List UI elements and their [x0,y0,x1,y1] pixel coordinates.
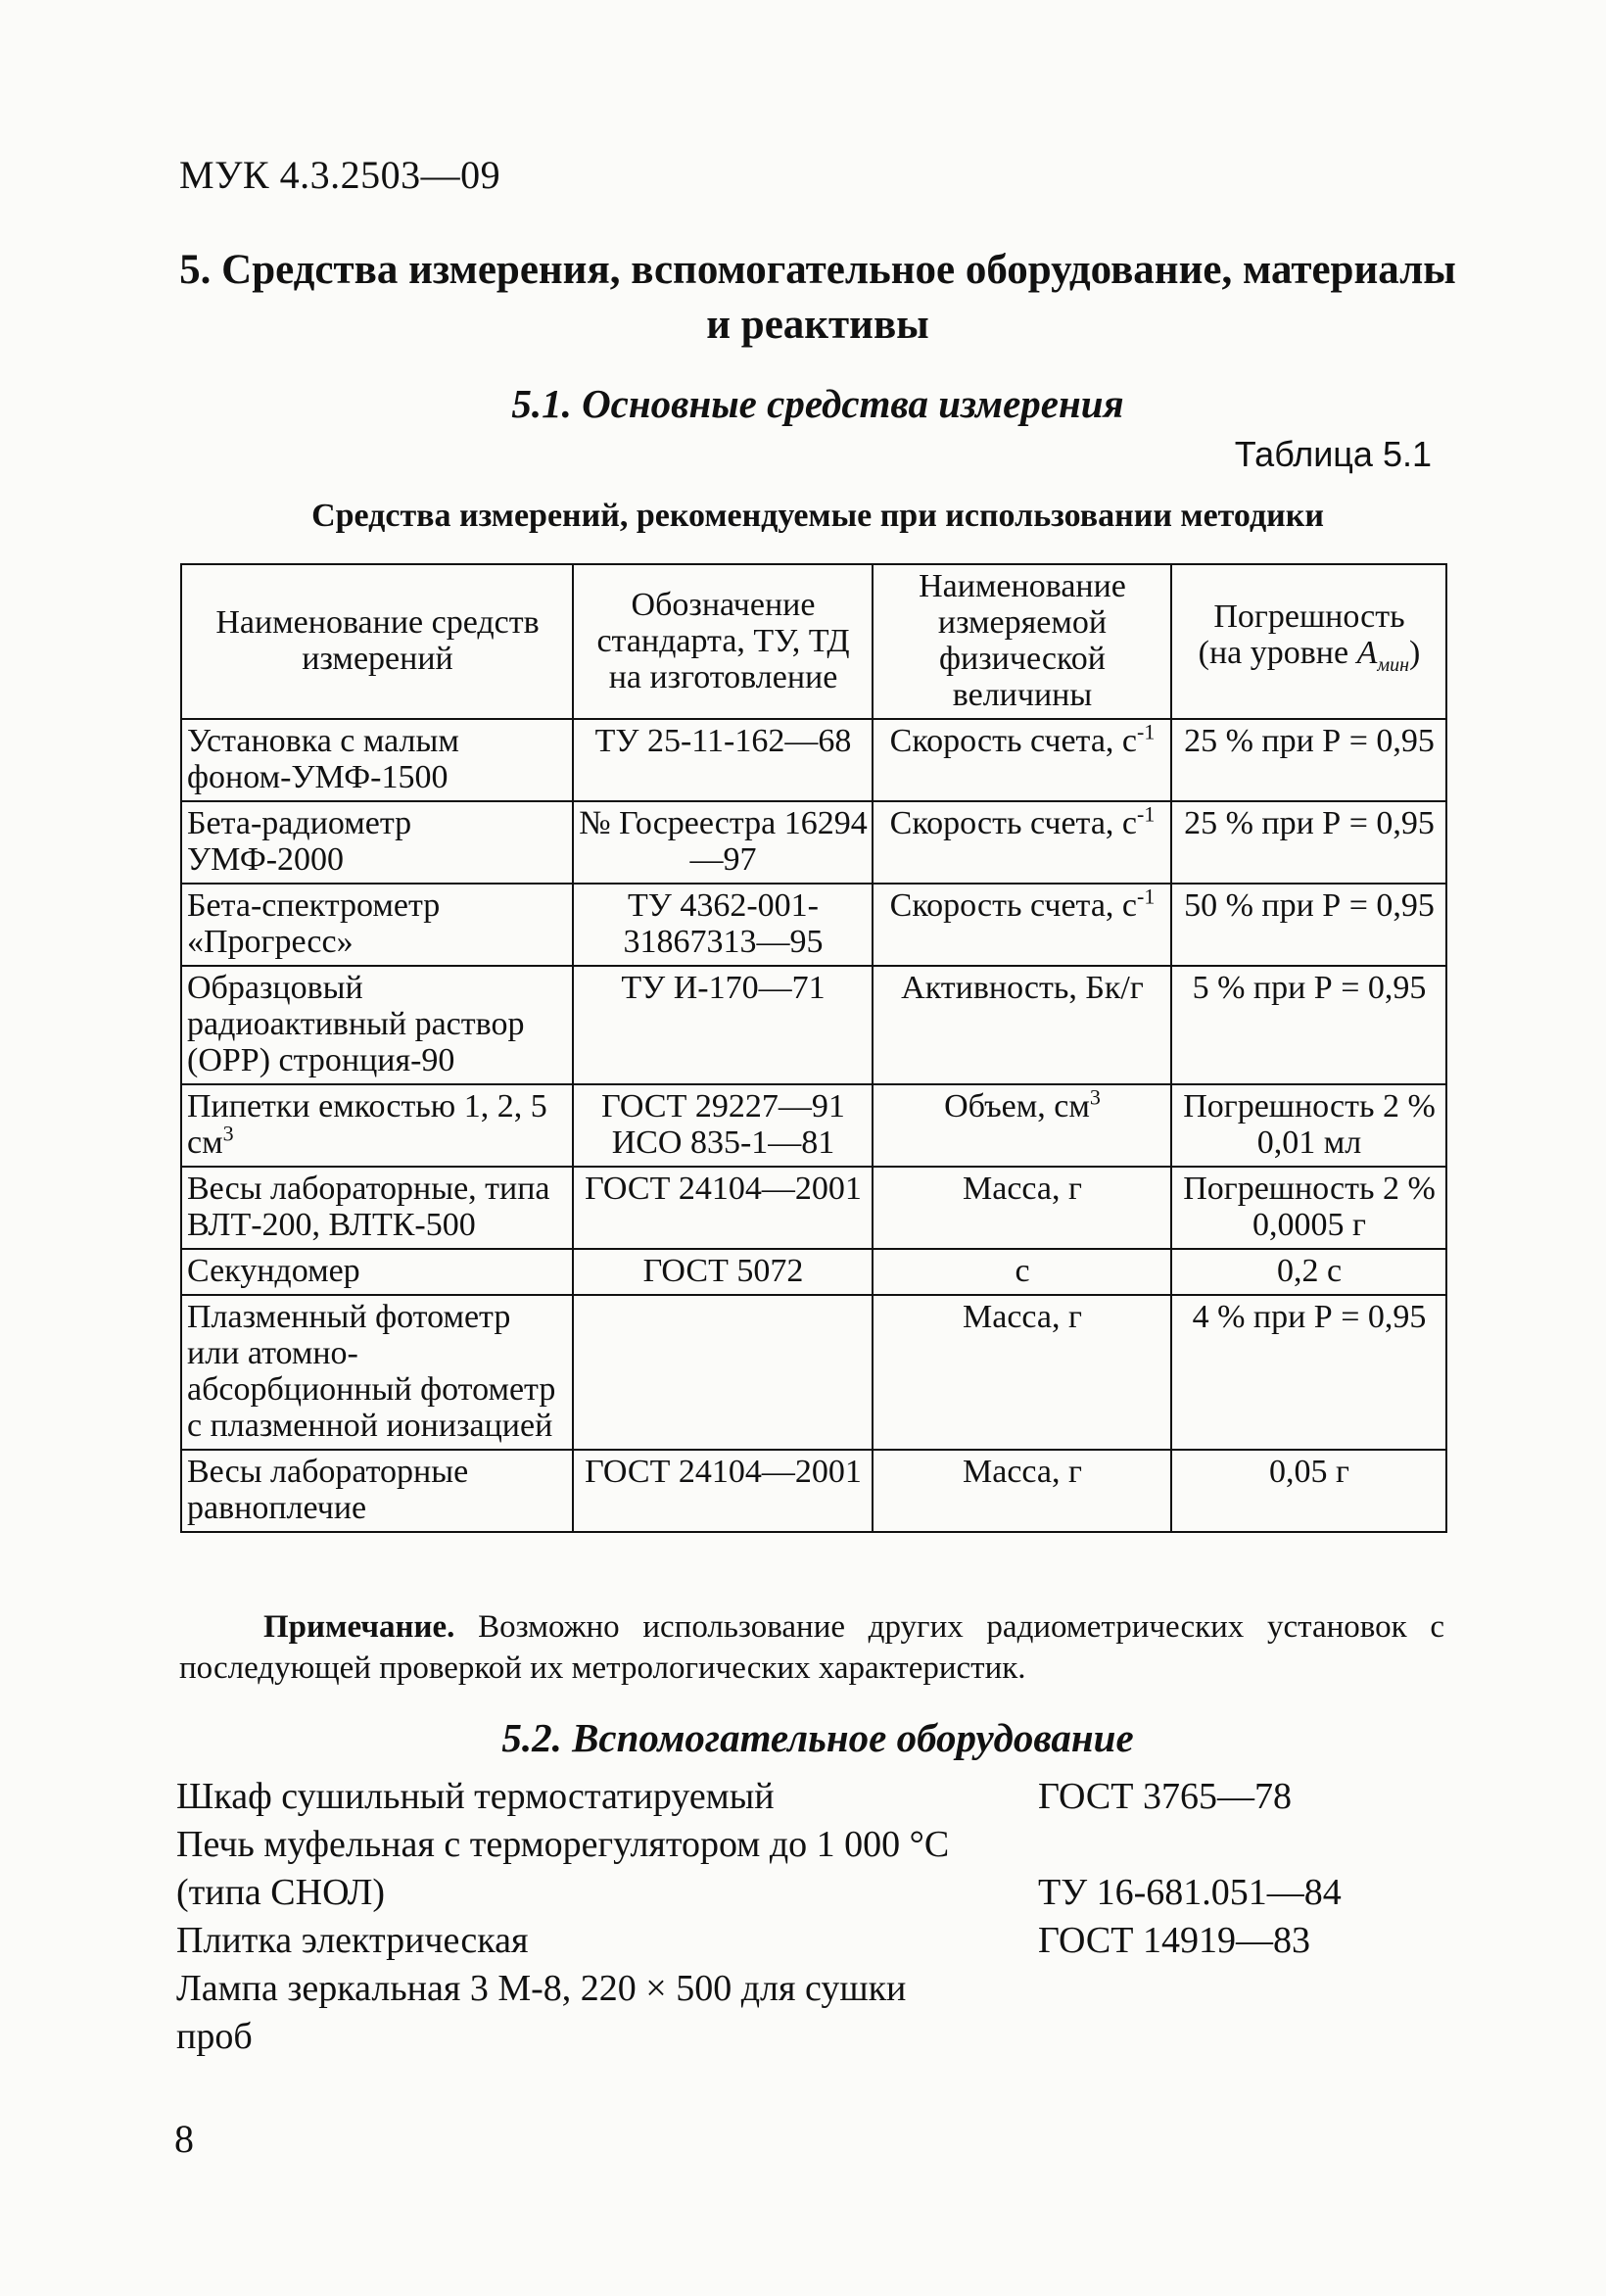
cell-name: Бета-радиометр УМФ-2000 [181,801,573,884]
section-title: 5. Средства измерения, вспомогательное оборудование, материалы и реактивы [179,247,1456,348]
cell-standard: ГОСТ 24104—2001 [573,1450,873,1532]
cell-quantity: Объем, $см^3$ [873,1084,1171,1167]
table-header-row [181,564,1446,719]
table-row [181,719,1446,801]
cell-error: 25 % при Р = 0,95 [1171,719,1446,801]
cell-standard: ГОСТ 29227—91 ИСО 835-1—81 [573,1084,873,1167]
header-error-title: Погрешность [1213,598,1405,635]
document-code: МУК 4.3.2503—09 [179,153,501,197]
equipment-code: ГОСТ 14919—83 [1038,1920,1310,1961]
cell-name: Весы лабораторные, типа ВЛТ-200, ВЛТК-500 [181,1167,573,1249]
cell-error: 50 % при Р = 0,95 [1171,884,1446,966]
cell-error: 4 % при Р = 0,95 [1171,1295,1446,1450]
cell-standard: ТУ 4362-001-31867313—95 [573,884,873,966]
header-error-level: (на уровне $A_{мин}$) [1198,634,1421,676]
list-item [176,1821,1469,1917]
table-row [181,966,1446,1084]
list-item [176,1917,1469,1965]
table-row [181,884,1446,966]
table-row [181,1450,1446,1532]
cell-error: 5 % при Р = 0,95 [1171,966,1446,1084]
cell-name: Образцовый радиоактивный раствор (ОРР) стронция-90 [181,966,573,1084]
cell-standard: ГОСТ 24104—2001 [573,1167,873,1249]
cell-name: Пипетки емкостью 1, 2, 5 $см^3$ [181,1084,573,1167]
table-number: Таблица 5.1 [1234,434,1432,474]
cell-quantity: с [873,1249,1171,1295]
cell-quantity: Масса, г [873,1295,1171,1450]
table-row [181,1295,1446,1450]
list-item [176,1965,1469,2061]
cell-name: Установка с малым фоном-УМФ-1500 [181,719,573,801]
header-error [1171,564,1446,719]
cell-standard: № Госреестра 16294—97 [573,801,873,884]
cell-standard: ТУ И-170—71 [573,966,873,1084]
equipment-code: ТУ 16-681.051—84 [1038,1872,1342,1913]
equipment-name: Плитка электрическая [176,1920,529,1961]
cell-quantity: Масса, г [873,1167,1171,1249]
cell-name: Секундомер [181,1249,573,1295]
header-standard: Обозначение стандарта, ТУ, ТД на изготовление [573,564,873,719]
cell-quantity: Скорость счета, $с^{-1}$ [873,719,1171,801]
equipment-code: ГОСТ 3765—78 [1038,1776,1292,1817]
note-text: Возможно использование других радиометрических установок с последующей проверкой их метрологических характеристик. [179,1609,1444,1686]
note-label: Примечание. [263,1609,455,1645]
cell-name: Весы лабораторные равноплечие [181,1450,573,1532]
cell-error: 25 % при Р = 0,95 [1171,801,1446,884]
page-number: 8 [174,2117,194,2161]
cell-name: Плазменный фотометр или атомно-абсорбционный фотометр с плазменной ионизацией [181,1295,573,1450]
cell-quantity: Скорость счета, $с^{-1}$ [873,884,1171,966]
cell-error: Погрешность 2 % 0,0005 г [1171,1167,1446,1249]
cell-standard: ТУ 25-11-162—68 [573,719,873,801]
table-row [181,1249,1446,1295]
cell-error: 0,2 с [1171,1249,1446,1295]
equipment-name: Шкаф сушильный термостатируемый [176,1776,775,1817]
table-row [181,1167,1446,1249]
table-row [181,801,1446,884]
subsection-title-auxiliary-equipment: 5.2. Вспомогательное оборудование [501,1715,1134,1760]
subsection-title-main-measuring-instruments: 5.1. Основные средства измерения [511,381,1124,426]
cell-quantity: Активность, Бк/г [873,966,1171,1084]
auxiliary-equipment-list [176,1773,1469,2061]
cell-quantity: Масса, г [873,1450,1171,1532]
list-item [176,1773,1469,1821]
cell-standard [573,1295,873,1450]
equipment-name: Лампа зеркальная 3 М-8, 220 × 500 для сушки проб [176,1968,907,2057]
equipment-name: Печь муфельная с терморегулятором до 1 000 °С (типа СНОЛ) [176,1824,950,1913]
cell-name: Бета-спектрометр «Прогресс» [181,884,573,966]
table-note [179,1606,1444,1689]
cell-error: Погрешность 2 % 0,01 мл [1171,1084,1446,1167]
measuring-instruments-table [180,563,1447,1533]
header-quantity: Наименование измеряемой физической величины [873,564,1171,719]
cell-error: 0,05 г [1171,1450,1446,1532]
header-name: Наименование средств измерений [181,564,573,719]
cell-standard: ГОСТ 5072 [573,1249,873,1295]
table-caption: Средства измерений, рекомендуемые при использовании методики [311,498,1324,534]
cell-quantity: Скорость счета, $с^{-1}$ [873,801,1171,884]
table-row [181,1084,1446,1167]
